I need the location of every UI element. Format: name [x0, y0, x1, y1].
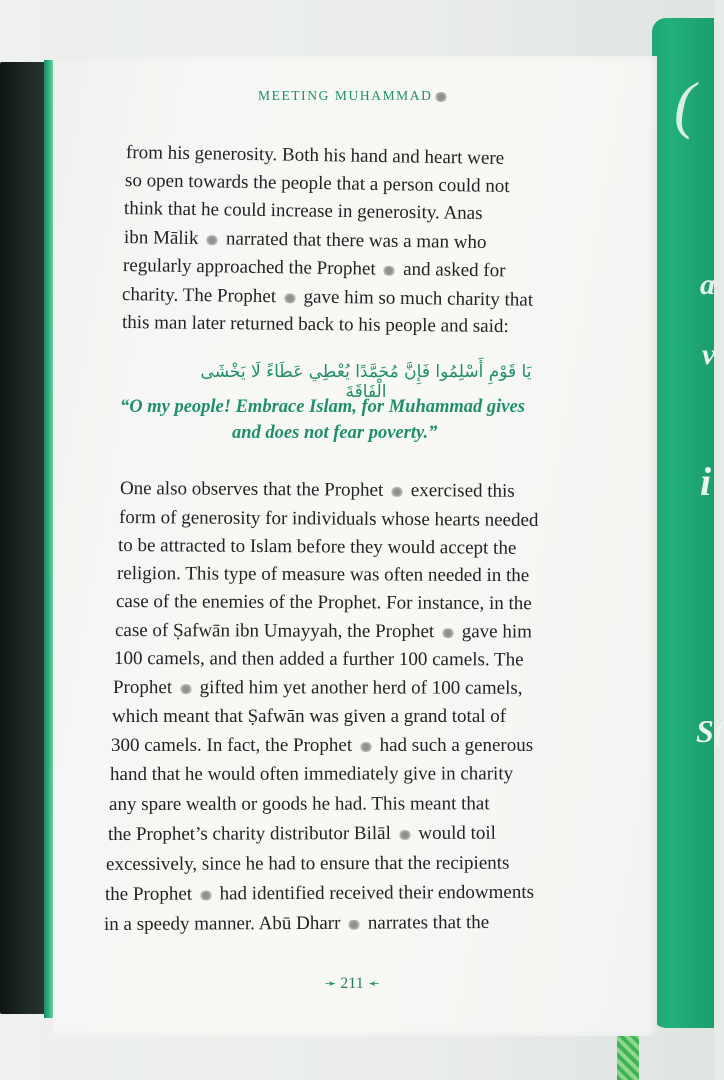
text-line	[105, 882, 534, 906]
text-span: 100 camels, and then added a further 100 camels. The	[113, 648, 524, 671]
text-span: gave him so much charity that	[303, 286, 534, 311]
text-line	[106, 853, 510, 876]
honorific-icon	[441, 628, 455, 638]
text-span: and asked for	[403, 258, 506, 282]
right-ornament-icon: ➛	[367, 977, 380, 992]
text-line	[119, 507, 539, 532]
arabic-quotation: يَا قَوْمِ أَسْلِمُوا فَإِنَّ مُحَمَّدًا يُعْطِي عَطَاءً لَا يَخْشَى الْفَاقَةَ	[200, 362, 532, 402]
text-span: from his generosity. Both his hand and heart were	[125, 142, 505, 169]
text-span: 300 camels. In fact, the Prophet	[111, 735, 353, 756]
text-span: exercised this	[410, 480, 515, 502]
text-span: form of generosity for individuals whose hearts needed	[118, 507, 539, 531]
adjacent-page-fragment: S(	[696, 713, 724, 749]
page-number-text: 211	[340, 975, 364, 992]
text-line	[110, 763, 513, 786]
text-line	[109, 793, 490, 816]
honorific-icon	[390, 487, 404, 497]
text-line	[113, 677, 523, 700]
text-line	[116, 591, 532, 615]
text-span: case of Ṣafwān ibn Umayyah, the Prophet	[114, 620, 435, 643]
adjacent-green-page	[652, 18, 724, 1028]
text-span: ibn Mālik	[123, 227, 199, 250]
text-span: had such a generous	[379, 735, 534, 756]
text-span: to be attracted to Islam before they would accept the	[117, 535, 517, 559]
text-line	[115, 620, 532, 643]
text-line	[104, 912, 489, 936]
honorific-icon	[398, 830, 412, 840]
text-span: think that he could increase in generosity. Anas	[123, 198, 483, 225]
text-line	[108, 823, 496, 846]
adjacent-page-fragment: (	[674, 69, 696, 140]
text-line	[114, 648, 524, 671]
text-span: charity. The Prophet	[121, 284, 277, 308]
text-line	[120, 478, 515, 503]
text-span: the Prophet’s charity distributor Bilāl	[107, 823, 391, 845]
text-span: so open towards the people that a person could not	[124, 170, 510, 198]
text-span: had identified received their endowments	[219, 881, 535, 905]
adjacent-page-fragment: a	[700, 268, 715, 301]
text-span: narrated that there was a man who	[225, 228, 487, 254]
text-span: in a speedy manner. Abū Dharr	[103, 912, 341, 935]
text-line	[118, 535, 516, 560]
quotation-line: and does not fear poverty.”	[232, 423, 438, 443]
page-number	[292, 975, 412, 993]
text-span: case of the enemies of the Prophet. For instance, in the	[115, 591, 532, 615]
honorific-icon	[347, 919, 361, 929]
honorific-icon	[382, 265, 396, 275]
honorific-icon	[359, 742, 373, 752]
text-span: Prophet	[112, 677, 173, 699]
text-span: hand that he would often immediately give in charity	[109, 763, 514, 785]
text-span: One also observes that the Prophet	[119, 478, 384, 501]
text-span: religion. This type of measure was often needed in the	[116, 563, 530, 587]
honorific-icon	[199, 890, 213, 900]
left-ornament-icon: ➛	[324, 977, 337, 992]
running-head-text: MEETING MUHAMMAD	[258, 88, 433, 103]
honorific-icon	[283, 293, 297, 303]
honorific-icon	[179, 684, 193, 694]
text-span: which meant that Ṣafwān was given a grand total of	[112, 706, 507, 727]
text-span: any spare wealth or goods he had. This meant that	[108, 793, 490, 815]
text-span: this man later returned back to his people and said:	[121, 312, 509, 338]
bookmark-ribbon	[617, 1036, 639, 1080]
text-span: the Prophet	[104, 883, 193, 905]
text-span: would toil	[418, 822, 496, 844]
running-head	[258, 88, 450, 104]
quotation-line: “O my people! Embrace Islam, for Muhammad gives	[120, 397, 525, 417]
book-cover-back	[0, 62, 48, 1014]
text-span: gifted him yet another herd of 100 camels,	[199, 677, 523, 699]
adjacent-page-fragment: v	[702, 338, 716, 371]
honorific-icon	[434, 92, 448, 102]
text-span: narrates that the	[367, 911, 490, 934]
text-line	[117, 563, 529, 587]
adjacent-page-fragment: i	[700, 459, 712, 504]
text-line	[111, 735, 533, 757]
text-line	[122, 312, 509, 338]
text-line	[112, 706, 506, 728]
text-span: regularly approached the Prophet	[122, 255, 376, 280]
text-span: gave him	[461, 621, 532, 643]
text-span: excessively, since he had to ensure that the recipients	[105, 852, 510, 875]
honorific-icon	[205, 235, 219, 245]
